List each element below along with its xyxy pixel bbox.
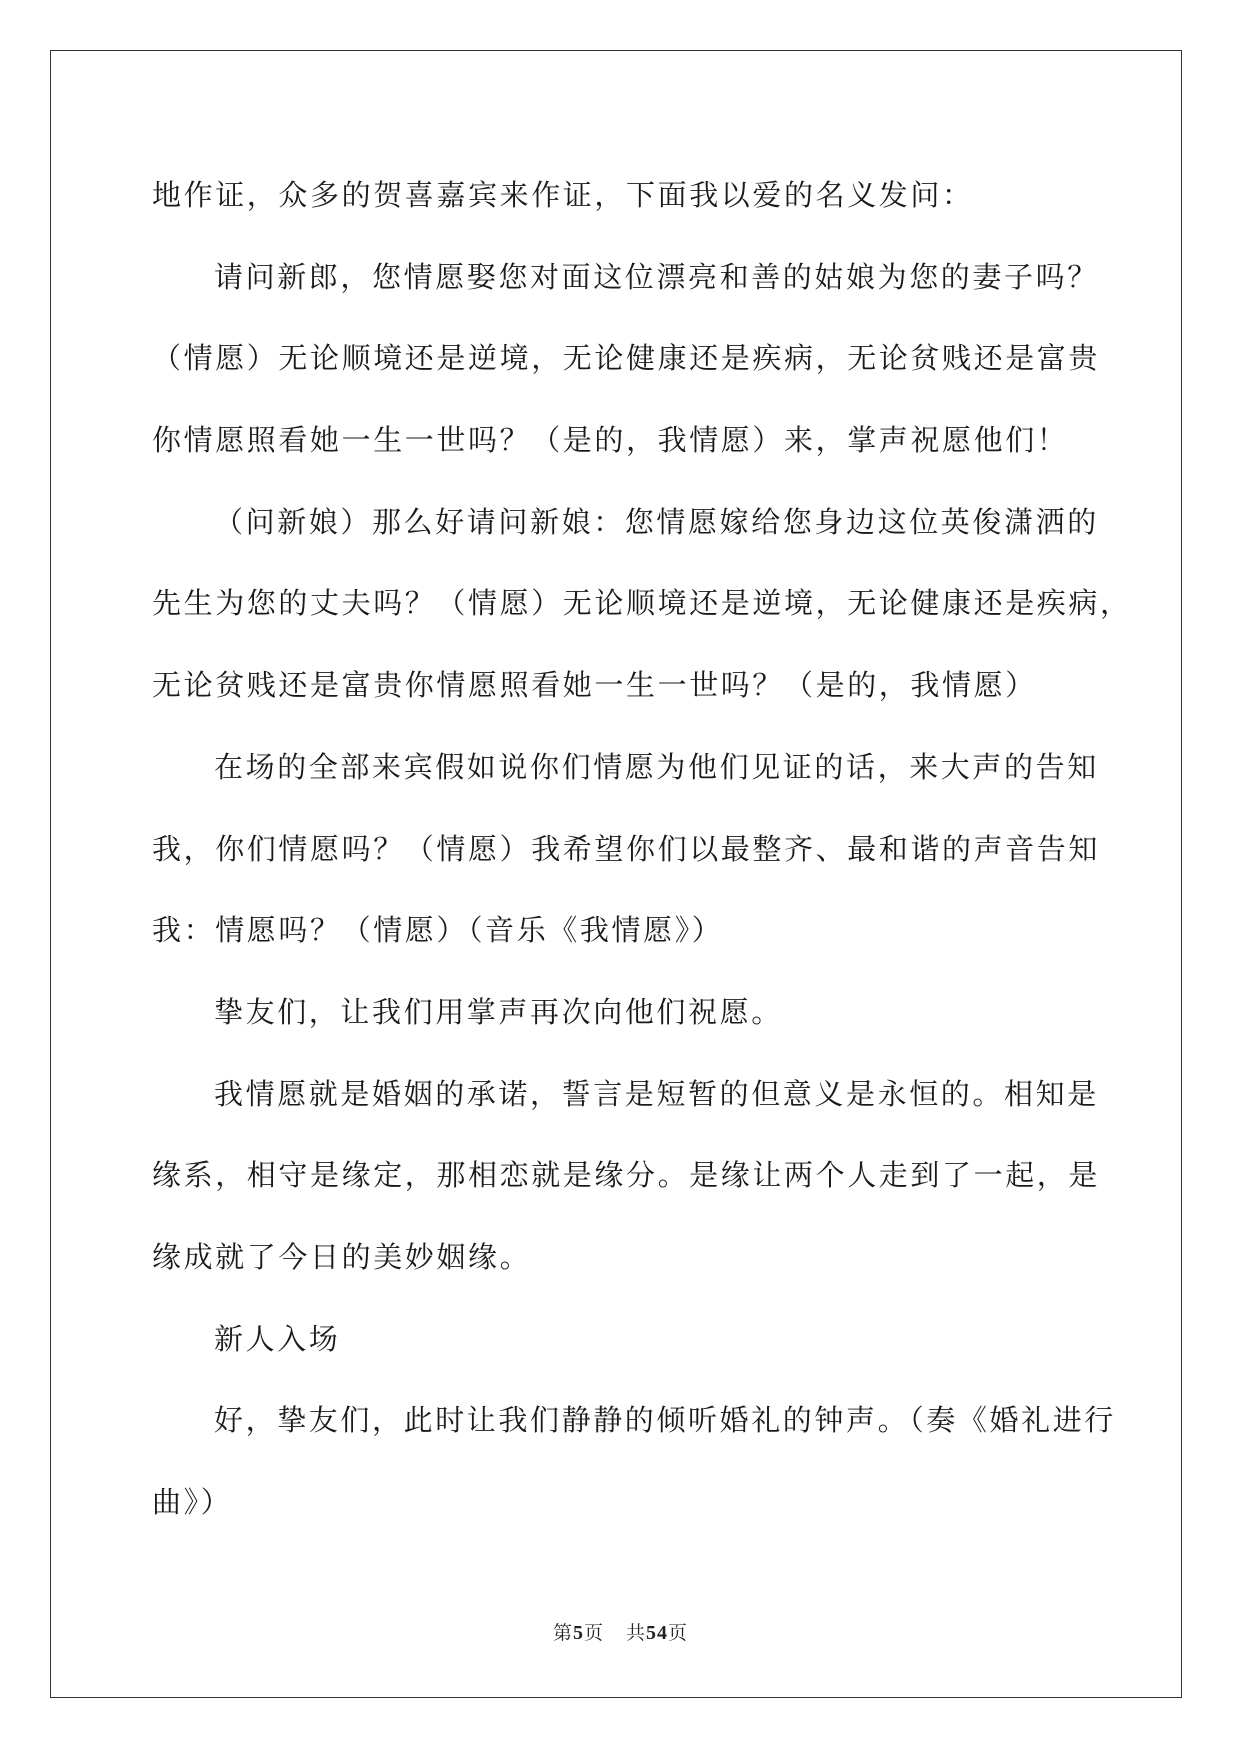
text-line: 曲》）: [152, 1485, 233, 1519]
document-body: [152, 166, 1132, 1555]
text-line: 地作证，众多的贺喜嘉宾来作证，下面我以爱的名义发问：: [152, 178, 974, 212]
text-line: 先生为您的丈夫吗？（情愿）无论顺境还是逆境，无论健康还是疾病，: [152, 586, 1132, 621]
text-line: 缘系，相守是缘定，那相恋就是缘分。是缘让两个人走到了一起，是: [152, 1158, 1101, 1193]
total-pages-label: [626, 1622, 688, 1644]
text-line: 我：情愿吗？（情愿）（音乐《我情愿》）: [152, 913, 724, 948]
total-suffix: 页: [668, 1622, 689, 1644]
total-prefix: 共: [626, 1622, 647, 1644]
text-line: 新人入场: [214, 1321, 341, 1356]
text-line: （情愿）无论顺境还是逆境，无论健康还是疾病，无论贫贱还是富贵: [152, 341, 1101, 376]
text-line: 在场的全部来宾假如说你们情愿为他们见证的话，来大声的告知: [214, 749, 1099, 784]
text-line: （问新娘）那么好请问新娘：您情愿嫁给您身边这位英俊潇洒的: [214, 504, 1099, 539]
page-number: 5: [572, 1622, 584, 1644]
text-line: 无论贫贱还是富贵你情愿照看她一生一世吗？（是的，我情愿）: [152, 668, 1037, 703]
text-line: 请问新郎，您情愿娶您对面这位漂亮和善的姑娘为您的妻子吗？: [214, 259, 1099, 294]
total-pages: 54: [646, 1622, 669, 1644]
page-suffix: 页: [583, 1622, 604, 1644]
text-line: 好，挚友们，此时让我们静静的倾听婚礼的钟声。（奏《婚礼进行: [214, 1403, 1116, 1438]
text-line: 我，你们情愿吗？（情愿）我希望你们以最整齐、最和谐的声音告知: [152, 831, 1101, 866]
page-prefix: 第: [552, 1622, 573, 1644]
page-label: [553, 1622, 604, 1644]
page-footer: [0, 1618, 1241, 1645]
text-line: 我情愿就是婚姻的承诺，誓言是短暂的但意义是永恒的。相知是: [214, 1076, 1099, 1111]
text-line: 你情愿照看她一生一世吗？（是的，我情愿）来，掌声祝愿他们！: [152, 423, 1069, 458]
text-line: 挚友们，让我们用掌声再次向他们祝愿。: [214, 994, 783, 1029]
text-line: 缘成就了今日的美妙姻缘。: [152, 1239, 532, 1274]
